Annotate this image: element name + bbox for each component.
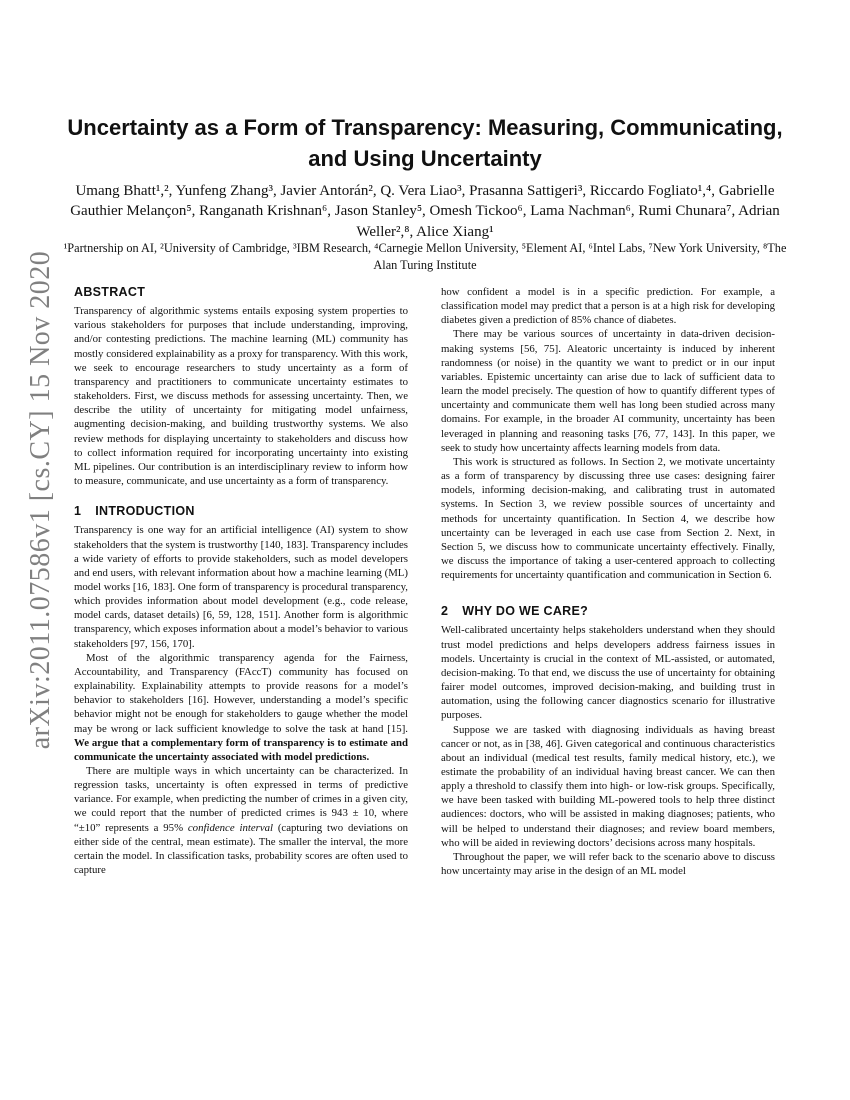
right-column bbox=[441, 285, 775, 878]
intro-continued-paragraph-1: how confident a model is in a specific prediction. For example, a classification model may predict that a person is at a high risk for developing diabetes given a prediction of 85% chance of diabetes. bbox=[441, 286, 775, 327]
section-heading-why-do-we-care bbox=[441, 604, 775, 618]
intro-paragraph-3 bbox=[74, 764, 408, 877]
section2-paragraph-1: Well-calibrated uncertainty helps stakeholders understand when they should trust model predictions and helps developers address fairness issues in models. Uncertainty is crucial in the context of ML-assisted, or automated, decision-making. To that end, we discuss the use of uncertainty for obtaining fairer model outcomes, improved decision-making, and building trust in automation, using the following cancer diagnostics scenario for illustrative purposes. bbox=[441, 624, 775, 722]
affiliations: ¹Partnership on AI, ²University of Cambridge, ³IBM Research, ⁴Carnegie Mellon University, ⁵Element AI, ⁶Intel Labs, ⁷New York University, ⁸The Alan Turing Institute bbox=[63, 241, 787, 272]
author-list: Umang Bhatt¹,², Yunfeng Zhang³, Javier Antorán², Q. Vera Liao³, Prasanna Sattigeri³, Riccardo Fogliato¹,⁴, Gabrielle Gauthier Melançon⁵, Ranganath Krishnan⁶, Jason Stanley⁵, Omesh Tickoo⁶, Lama Nachman⁶, Rumi Chunara⁷, Adrian Weller²,⁸, Alice Xiang¹ bbox=[70, 183, 780, 240]
section2-paragraph-2: Suppose we are tasked with diagnosing individuals as having breast cancer or not, as in [38, 46]. Given categorical and continuous characteristics about an individual (medical test results, family medical history, etc.), we estimate the probability of an individual having breast cancer. We can then apply a threshold to classify them into high- or low-risk groups. Specifically, we have been tasked with building ML-powered tools to help three distinct audiences: doctors, who will be assisted in making diagnoses; patients, who will be helped to understand their diagnoses; and review board members, who will be aided in reviewing doctors’ decisions across many hospitals. bbox=[441, 723, 775, 849]
arxiv-identifier-text: arXiv:2011.07586v1 [cs.CY] 15 Nov 2020 bbox=[25, 250, 56, 750]
intro-paragraph-3-text-a: There are multiple ways in which uncertainty can be characterized. In regression tasks, uncertainty is often expressed in terms of predictive variance. For example, when predicting the number of crimes in a given city, we could report that the number of predicted crimes is 943 ± 10, where “±10” represents a 95% bbox=[74, 765, 408, 834]
section-title: WHY DO WE CARE? bbox=[462, 604, 589, 619]
section-heading-introduction bbox=[74, 504, 408, 518]
section-number: 1 bbox=[74, 504, 82, 519]
intro-paragraph-3-italic: confidence interval bbox=[187, 821, 274, 834]
abstract-text: Transparency of algorithmic systems entails exposing system properties to various stakeholders for purposes that include understanding, improving, and/or contesting predictions. The machine learning (ML) community has mostly considered explainability as a proxy for transparency. With this work, we seek to encourage researchers to study uncertainty as a form of transparency and practitioners to communicate uncertainty estimates to stakeholders. First, we discuss methods for assessing uncertainty. Then, we describe the utility of uncertainty for mitigating model unfairness, augmenting decision-making, and building trustworthy systems. We also review methods for displaying uncertainty to stakeholders and discuss how to collect information required for incorporating uncertainty into existing ML pipelines. Our contribution is an interdisciplinary review to inform how to measure, communicate, and use uncertainty as a form of transparency. bbox=[74, 305, 408, 488]
paper-title: Uncertainty as a Form of Transparency: Measuring, Communicating, and Using Uncertainty bbox=[67, 115, 783, 171]
section-number: 2 bbox=[441, 604, 449, 619]
section2-paragraph-3: Throughout the paper, we will refer back to the scenario above to discuss how uncertainty may arise in the design of an ML model bbox=[441, 850, 775, 878]
intro-paragraph-2 bbox=[74, 651, 408, 764]
abstract-heading: ABSTRACT bbox=[74, 285, 146, 299]
intro-paragraph-3-text-b: (capturing two deviations on either side of the central, mean estimate). The smaller the interval, the more certain the model. In classification tasks, probability scores are often used to capture bbox=[74, 821, 408, 877]
left-column bbox=[74, 285, 408, 877]
arxiv-identifier bbox=[18, 250, 64, 750]
intro-paragraph-2-text: Most of the algorithmic transparency agenda for the Fairness, Accountability, and Transparency (FAccT) community has focused on explainability. Explainability attempts to provide reasons for a model’s behavior to stakeholders [16]. However, understanding a model’s specific behavior might not be enough for stakeholders to gauge whether the model may be wrong or lack sufficient knowledge to solve the task at hand [15]. bbox=[74, 651, 408, 735]
intro-paragraph-2-emphasis: We argue that a complementary form of transparency is to estimate and communicate the uncertainty associated with model predictions. bbox=[74, 736, 408, 763]
intro-continued-paragraph-3: This work is structured as follows. In Section 2, we motivate uncertainty as a form of transparency by discussing three use cases: designing fairer models, informing decision-making, and calibrating trust in automated systems. In Section 3, we review possible sources of uncertainty and methods for uncertainty quantification. In Section 4, we describe how uncertainty can be leveraged in each use case from Section 2. Next, in Section 5, we discuss how to communicate uncertainty effectively. Finally, we discuss the importance of taking a user-centered approach to collecting requirements for uncertainty quantification and communication in Section 6. bbox=[441, 455, 775, 582]
section-title: INTRODUCTION bbox=[95, 504, 195, 519]
intro-continued-paragraph-2: There may be various sources of uncertainty in data-driven decision-making systems [56, 75]. Aleatoric uncertainty is induced by inherent randomness (or noise) in the quantity we want to predict or in our input variables. Epistemic uncertainty can arise due to lack of sufficient data to learn the model precisely. The question of how to quantify different types of uncertainty and communicate them well has long been studied across many domains. For example, in the broader AI community, uncertainty has been leveraged in planning and reasoning tasks [76, 77, 143]. In this paper, we seek to study how uncertainty affects learning models from data. bbox=[441, 328, 775, 454]
intro-paragraph-1: Transparency is one way for an artificial intelligence (AI) system to show stakeholders that the system is trustworthy [140, 183]. Transparency includes a wide variety of efforts to provide stakeholders, such as model developers and end users, with relevant information about how a machine learning (ML) model works [16, 183]. One form of transparency is procedural transparency, which provides information about model development (e.g., code release, model cards, dataset details) [6, 59, 128, 151]. Another form is algorithmic transparency, which exposes information about a model’s behavior to various stakeholders [97, 156, 170]. bbox=[74, 524, 408, 650]
